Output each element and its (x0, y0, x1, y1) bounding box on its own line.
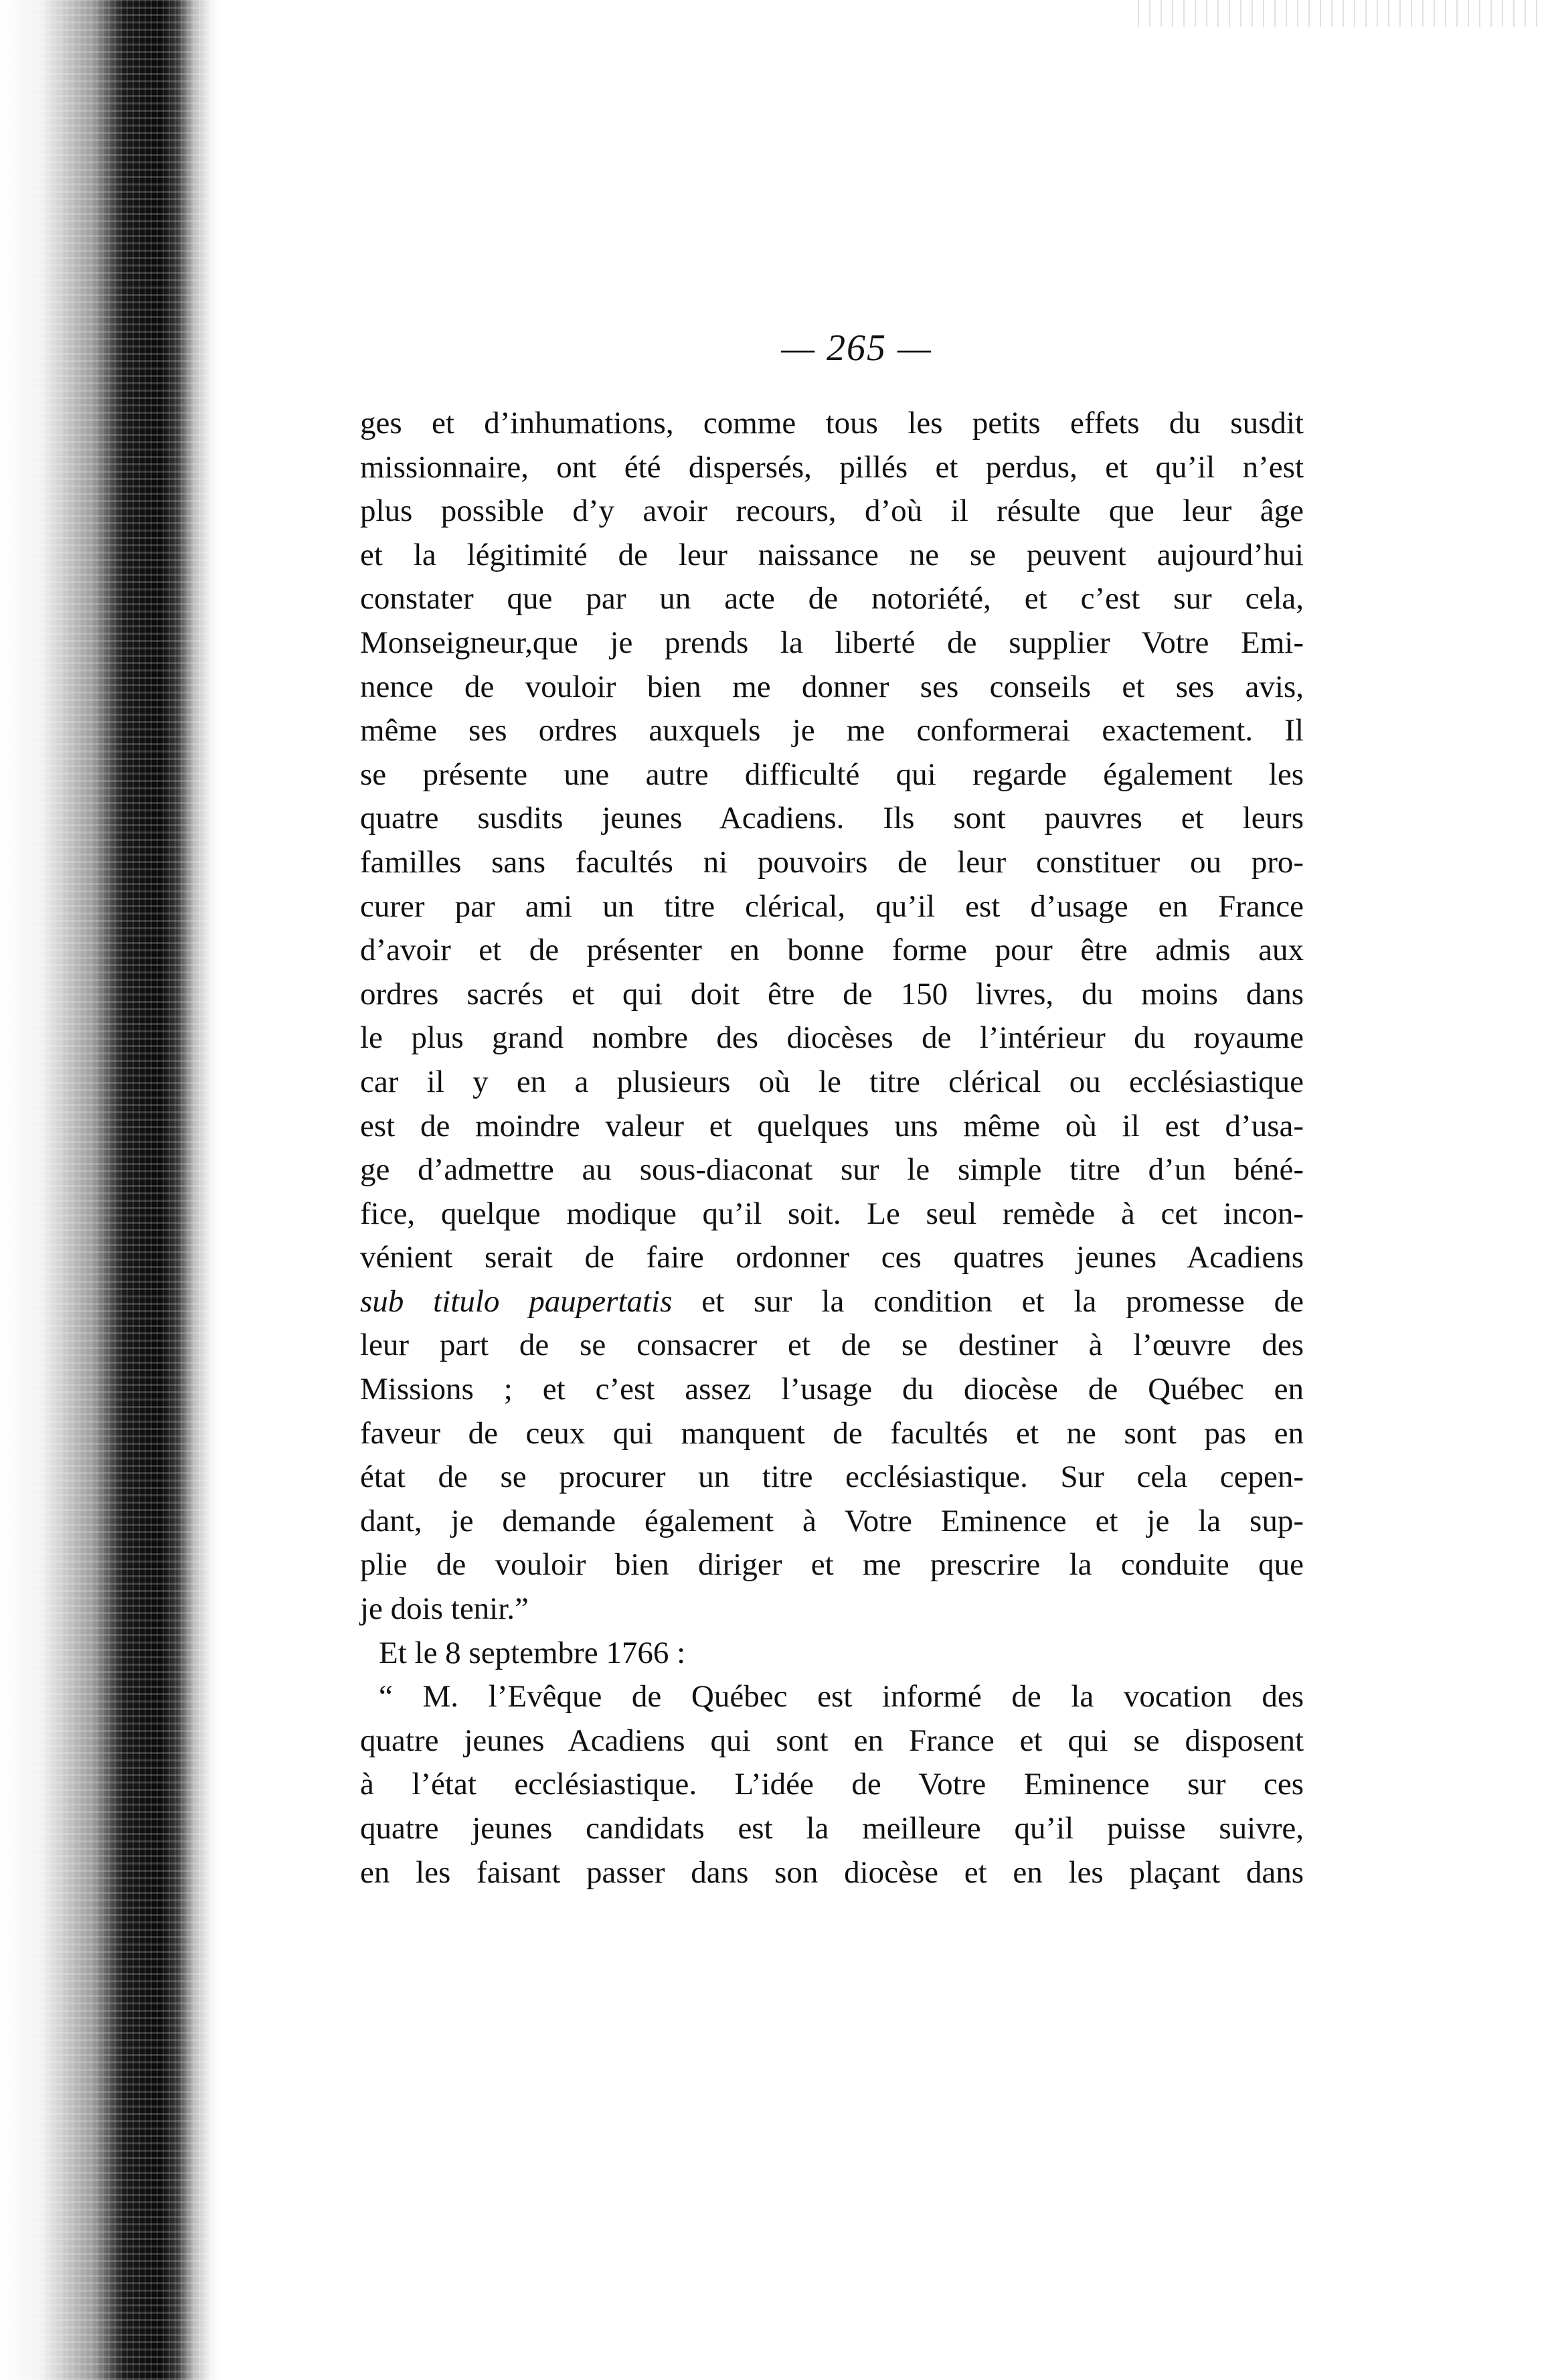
page-number: — 265 — (781, 327, 932, 369)
text-segment: et sur la condition et la promesse de (672, 1283, 1304, 1319)
text-line: état de se procurer un titre ecclésiastique. Sur cela cepen- (360, 1459, 1304, 1495)
text-line: familles sans facultés ni pouvoirs de leur constituer ou pro- (360, 844, 1304, 880)
text-line: même ses ordres auxquels je me conformerai exactement. Il (360, 713, 1304, 748)
text-line: constater que par un acte de notoriété, et c’est sur cela, (360, 581, 1304, 617)
text-line: fice, quelque modique qu’il soit. Le seul remède à cet incon- (360, 1196, 1304, 1231)
text-line: dant, je demande également à Votre Eminence et je la sup- (360, 1503, 1304, 1538)
italic-phrase: sub titulo paupertatis (360, 1283, 673, 1319)
text-line: Et le 8 septembre 1766 : (379, 1635, 686, 1670)
text-line: “ M. l’Evêque de Québec est informé de la vocation des (379, 1679, 1304, 1715)
body-text (360, 402, 1304, 1895)
text-line: quatre susdits jeunes Acadiens. Ils sont pauvres et leurs (360, 801, 1304, 836)
text-line: d’avoir et de présenter en bonne forme pour être admis aux (360, 933, 1304, 968)
text-line: quatre jeunes Acadiens qui sont en France et qui se disposent (360, 1723, 1304, 1758)
text-line: à l’état ecclésiastique. L’idée de Votre Eminence sur ces (360, 1767, 1304, 1802)
text-line: en les faisant passer dans son diocèse et en les plaçant dans (360, 1854, 1304, 1890)
text-line: plie de vouloir bien diriger et me prescrire la conduite que (360, 1547, 1304, 1583)
text-line: se présente une autre difficulté qui regarde également les (360, 757, 1304, 792)
text-line: Missions ; et c’est assez l’usage du diocèse de Québec en (360, 1372, 1304, 1407)
text-line: leur part de se consacrer et de se destiner à l’œuvre des (360, 1328, 1304, 1363)
text-line: nence de vouloir bien me donner ses conseils et ses avis, (360, 669, 1304, 704)
text-line: ordres sacrés et qui doit être de 150 livres, du moins dans (360, 976, 1304, 1012)
text-line: je dois tenir.” (360, 1591, 529, 1627)
text-line: quatre jeunes candidats est la meilleure qu’il puisse suivre, (360, 1811, 1304, 1846)
scan-top-speckle (1138, 0, 1544, 27)
text-line: ge d’admettre au sous-diaconat sur le simple titre d’un béné- (360, 1152, 1304, 1188)
text-line: ges et d’inhumations, comme tous les petits effets du susdit (360, 406, 1304, 441)
text-line: Monseigneur,que je prends la liberté de supplier Votre Emi- (360, 625, 1304, 660)
text-line: est de moindre valeur et quelques uns même où il est d’usa- (360, 1108, 1304, 1143)
text-line: missionnaire, ont été dispersés, pillés et perdus, et qu’il n’est (360, 449, 1304, 485)
text-line: car il y en a plusieurs où le titre clérical ou ecclésiastique (360, 1064, 1304, 1099)
text-line: curer par ami un titre clérical, qu’il est d’usage en France (360, 888, 1304, 924)
text-line: et la légitimité de leur naissance ne se peuvent aujourd’hui (360, 537, 1304, 572)
text-line: plus possible d’y avoir recours, d’où il résulte que leur âge (360, 493, 1304, 529)
text-line: faveur de ceux qui manquent de facultés et ne sont pas en (360, 1415, 1304, 1451)
text-line: le plus grand nombre des diocèses de l’intérieur du royaume (360, 1020, 1304, 1056)
text-line: vénient serait de faire ordonner ces quatres jeunes Acadiens (360, 1240, 1304, 1275)
text-line-italic-phrase (360, 1280, 1304, 1324)
